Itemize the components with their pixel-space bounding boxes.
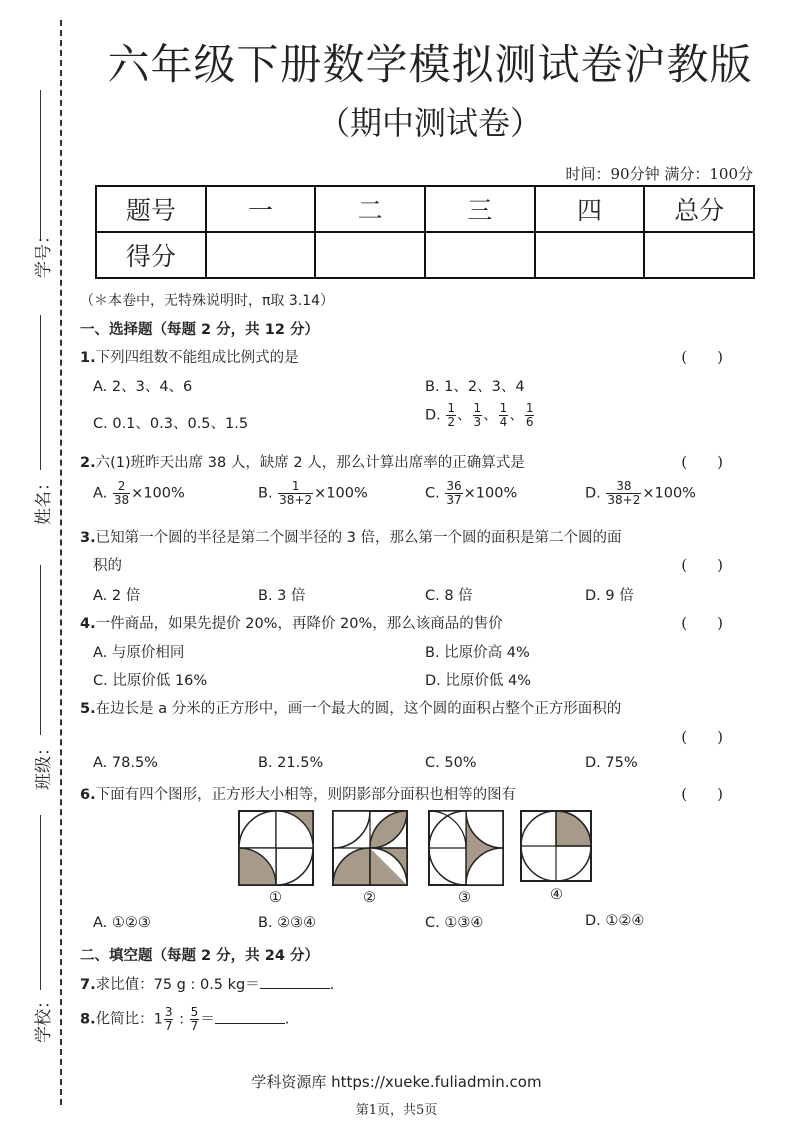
q3-option-b[interactable]: B. 3 倍 <box>258 588 306 604</box>
section1-heading: 一、选择题（每题 2 分，共 12 分） <box>80 322 319 338</box>
q1-text: 下列四组数不能组成比例式的是 <box>95 350 299 366</box>
q4-answer-paren[interactable]: ( ) <box>681 614 723 632</box>
q3-text: 已知第一个圆的半径是第二个圆半径的 3 倍，那么第一个圆的面积是第二个圆的面 <box>95 530 622 546</box>
score-row <box>96 232 754 278</box>
q5-number: 5. <box>80 701 96 717</box>
q4-stem <box>80 612 503 633</box>
fraction: $\frac{3}{7}$ <box>164 1005 173 1033</box>
q1-option-c[interactable]: C. 0.1、0.3、0.5、1.5 <box>93 416 249 432</box>
q2-stem <box>80 451 525 472</box>
fraction: $\frac{1}{2}$ <box>447 401 456 429</box>
q3-option-d[interactable]: D. 9 倍 <box>585 588 634 604</box>
q1-option-a[interactable]: A. 2、3、4、6 <box>93 379 193 395</box>
q4-option-b[interactable]: B. 比原价高 4% <box>425 645 530 661</box>
q3-stem <box>80 526 622 547</box>
score-header-cell: 四 <box>535 186 645 232</box>
page-subtitle: （期中测试卷） <box>317 104 542 142</box>
score-header-cell: 总分 <box>644 186 754 232</box>
xuexiao-line <box>40 815 41 990</box>
fraction: $\frac{1}{4}$ <box>499 401 508 429</box>
q7-period: . <box>329 977 335 993</box>
pi-note: （＊本卷中，无特殊说明时，π取 3.14） <box>80 293 335 309</box>
fraction: $\frac{38}{38+2}$ <box>607 479 641 507</box>
q5-stem <box>80 697 621 718</box>
q1-option-b[interactable]: B. 1、2、3、4 <box>425 379 525 395</box>
q6-figure-1 <box>238 810 314 886</box>
score-header-cell: 一 <box>206 186 316 232</box>
q4-option-c[interactable]: C. 比原价低 16% <box>93 673 208 689</box>
q6-text: 下面有四个图形，正方形大小相等，则阴影部分面积也相等的图有 <box>95 787 517 803</box>
footer-site: 学科资源库 https://xueke.fuliadmin.com <box>251 1073 542 1091</box>
fraction: $\frac{36}{37}$ <box>446 479 462 507</box>
q7-number: 7. <box>80 977 96 993</box>
q3-answer-paren[interactable]: ( ) <box>681 556 723 574</box>
q8-answer-blank[interactable] <box>215 1023 285 1024</box>
score-header-cell: 三 <box>425 186 535 232</box>
xingming-line <box>40 315 41 470</box>
q2-text: 六(1)班昨天出席 38 人，缺席 2 人，那么计算出席率的正确算式是 <box>95 455 525 471</box>
q3-option-a[interactable]: A. 2 倍 <box>93 588 141 604</box>
q8-number: 8. <box>80 1011 96 1028</box>
binding-dashed-line <box>60 20 62 1105</box>
q6-option-b[interactable]: B. ②③④ <box>258 915 317 931</box>
q7-stem <box>80 973 334 994</box>
q6-number: 6. <box>80 787 96 803</box>
page-title: 六年级下册数学模拟测试卷沪教版 <box>107 40 753 89</box>
q1-stem <box>80 346 299 367</box>
q6-option-a[interactable]: A. ①②③ <box>93 915 151 931</box>
q5-option-c[interactable]: C. 50% <box>425 755 477 771</box>
q2-option-a[interactable]: A. $\frac{2}{38}$ ×100% <box>93 479 185 507</box>
q5-text: 在边长是 a 分米的正方形中，画一个最大的圆，这个圆的面积占整个正方形面积的 <box>95 701 622 717</box>
q8-text: 化简比：1 <box>95 1011 163 1028</box>
score-cell[interactable] <box>206 232 316 278</box>
fraction: $\frac{2}{38}$ <box>113 479 130 507</box>
q1-option-d[interactable]: D. $\frac{1}{2}$ 、 $\frac{1}{3}$ 、 $\frac{1}{4}$ 、 $\frac{1}{6}$ <box>425 401 534 429</box>
q8-stem: 8.化简比：1 $\frac{3}{7}$ : $\frac{5}{7}$ ＝ . <box>80 1005 290 1033</box>
q3-option-c[interactable]: C. 8 倍 <box>425 588 473 604</box>
q1-answer-paren[interactable]: ( ) <box>681 348 723 366</box>
q5-answer-paren[interactable]: ( ) <box>681 728 723 746</box>
score-row-label: 得分 <box>96 232 206 278</box>
xuehao-label: 学号： <box>34 227 54 278</box>
score-cell[interactable] <box>425 232 535 278</box>
q6-figure-label-2: ② <box>363 890 376 906</box>
score-cell[interactable] <box>315 232 425 278</box>
q5-option-d[interactable]: D. 75% <box>585 755 638 771</box>
q7-answer-blank[interactable] <box>260 988 330 989</box>
q7-text: 求比值：75 g : 0.5 kg＝ <box>95 977 260 993</box>
fraction: $\frac{1}{38+2}$ <box>279 479 313 507</box>
q6-stem <box>80 783 516 804</box>
q2-option-c[interactable]: C. $\frac{36}{37}$ ×100% <box>425 479 518 507</box>
score-header-row <box>96 186 754 232</box>
xingming-label: 姓名： <box>34 474 54 525</box>
q6-figure-2 <box>332 810 408 886</box>
fraction: $\frac{1}{6}$ <box>525 401 534 429</box>
q4-option-d[interactable]: D. 比原价低 4% <box>425 673 531 689</box>
xuehao-line <box>40 90 41 240</box>
q2-answer-paren[interactable]: ( ) <box>681 453 723 471</box>
score-header-cell: 题号 <box>96 186 206 232</box>
exam-meta: 时间：90分钟 满分：100分 <box>565 165 753 183</box>
q6-figure-3 <box>428 810 504 886</box>
xuexiao-label: 学校： <box>34 992 54 1043</box>
banji-label: 班级： <box>34 739 54 790</box>
section2-heading: 二、填空题（每题 2 分，共 24 分） <box>80 948 319 964</box>
fraction: $\frac{1}{3}$ <box>473 401 482 429</box>
q2-number: 2. <box>80 455 96 471</box>
q3-number: 3. <box>80 530 96 546</box>
score-header-cell: 二 <box>315 186 425 232</box>
q6-figure-label-3: ③ <box>458 890 471 906</box>
q6-figure-label-4: ④ <box>550 887 563 903</box>
q6-answer-paren[interactable]: ( ) <box>681 785 723 803</box>
footer-page-number: 第1页，共5页 <box>355 1103 438 1118</box>
q6-figure-4 <box>520 810 592 882</box>
score-cell[interactable] <box>644 232 754 278</box>
q5-option-b[interactable]: B. 21.5% <box>258 755 324 771</box>
score-table <box>95 185 755 279</box>
q6-option-c[interactable]: C. ①③④ <box>425 915 484 931</box>
q2-option-d[interactable]: D. $\frac{38}{38+2}$ ×100% <box>585 479 696 507</box>
q6-figure-label-1: ① <box>269 890 282 906</box>
score-cell[interactable] <box>535 232 645 278</box>
q5-option-a[interactable]: A. 78.5% <box>93 755 158 771</box>
q4-option-a[interactable]: A. 与原价相同 <box>93 645 185 661</box>
q4-text: 一件商品，如果先提价 20%，再降价 20%，那么该商品的售价 <box>95 616 503 632</box>
q1-d-prefix: D. <box>425 407 441 424</box>
q4-number: 4. <box>80 616 96 632</box>
q8-period: . <box>284 1011 290 1028</box>
banji-line <box>40 565 41 735</box>
fraction: $\frac{5}{7}$ <box>190 1005 199 1033</box>
q6-option-d[interactable]: D. ①②④ <box>585 913 645 929</box>
q2-option-b[interactable]: B. $\frac{1}{38+2}$ ×100% <box>258 479 368 507</box>
q1-number: 1. <box>80 350 96 366</box>
q3-stem-continued: 积的 <box>93 558 122 574</box>
